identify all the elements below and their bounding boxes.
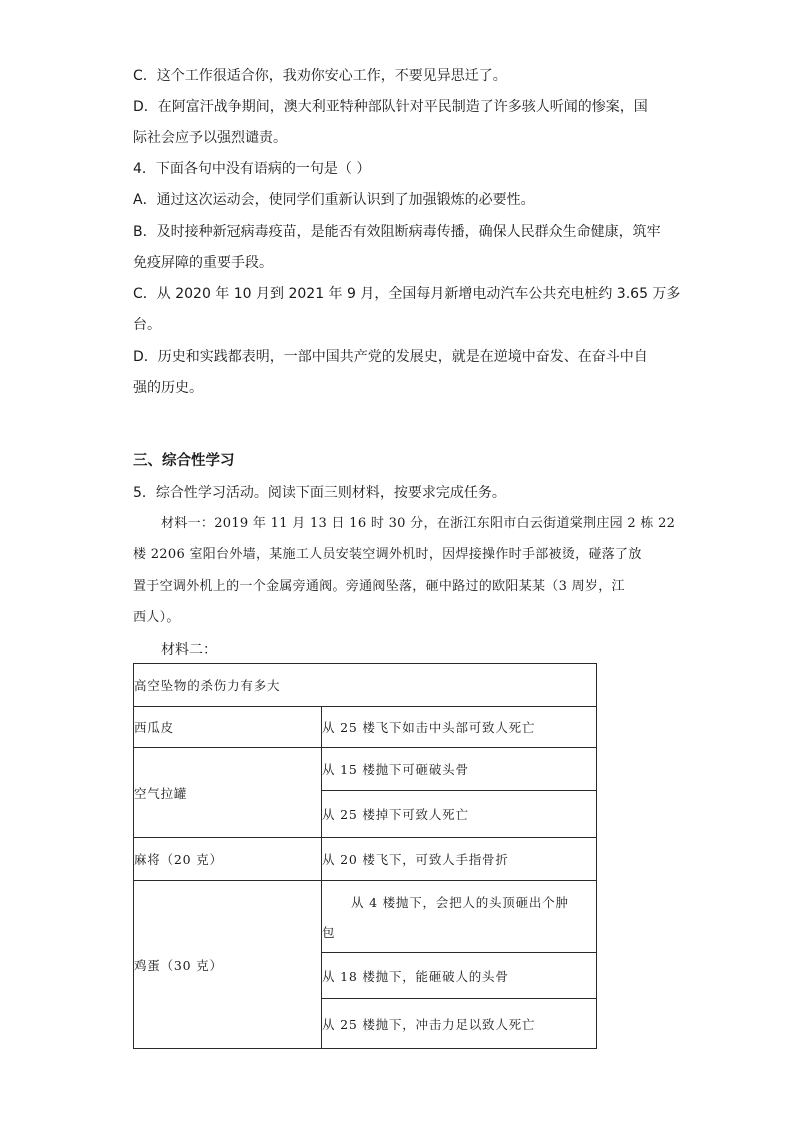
- table-item-egg: 鸡蛋（30 克）: [134, 881, 322, 1049]
- material-1-line-3: 置于空调外机上的一个金属旁通阀。旁通阀坠落，砸中路过的欧阳某某（3 周岁，江: [133, 579, 625, 594]
- question-4: 4．下面各句中没有语病的一句是（ ）: [133, 161, 371, 177]
- option-c-line: C．这个工作很适合你，我劝你安心工作，不要见异思迁了。: [133, 68, 507, 84]
- falling-object-table: [133, 663, 597, 1049]
- table-desc: [322, 881, 597, 953]
- table-desc: 从 25 楼掉下可致人死亡: [322, 791, 597, 838]
- table-desc: 从 20 楼飞下，可致人手指骨折: [322, 838, 597, 881]
- section-heading: 三、综合性学习: [133, 453, 235, 469]
- option-d-line-1: D．在阿富汗战争期间，澳大利亚特种部队针对平民制造了许多骇人听闻的惨案，国: [133, 99, 648, 115]
- table-desc: 从 15 楼抛下可砸破头骨: [322, 748, 597, 791]
- table-item-can: 空气拉罐: [134, 748, 322, 838]
- option-d-line-2: 际社会应予以强烈谴责。: [133, 130, 287, 146]
- q4-option-d-line-2: 强的历史。: [133, 380, 203, 396]
- table-desc: 从 25 楼飞下如击中头部可致人死亡: [322, 707, 597, 748]
- material-1-line-4: 西人）。: [133, 610, 180, 625]
- table-desc-line: 包: [322, 924, 336, 940]
- table-desc-line: 从 4 楼抛下，会把人的头顶砸出个肿: [351, 894, 569, 910]
- q4-option-b-line-2: 免疫屏障的重要手段。: [133, 255, 273, 271]
- q4-option-d-line-1: D．历史和实践都表明，一部中国共产党的发展史，就是在逆境中奋发、在奋斗中自: [133, 349, 648, 365]
- question-5: 5．综合性学习活动。阅读下面三则材料，按要求完成任务。: [133, 485, 506, 501]
- table-title: 高空坠物的杀伤力有多大: [134, 664, 597, 707]
- q4-option-c-line-1: C．从 2020 年 10 月到 2021 年 9 月，全国每月新增电动汽车公共充电桩约 3.65 万多: [133, 286, 681, 302]
- material-2-label: 材料二：: [161, 642, 217, 658]
- material-1-line-2: 楼 2206 室阳台外墙，某施工人员安装空调外机时，因焊接操作时手部被烫，碰落了放: [133, 547, 642, 562]
- table-desc: 从 25 楼抛下，冲击力足以致人死亡: [322, 999, 597, 1049]
- table-desc: 从 18 楼抛下，能砸破人的头骨: [322, 953, 597, 999]
- material-1-line-1: 材料一：2019 年 11 月 13 日 16 时 30 分，在浙江东阳市白云街道棠荆庄园 2 栋 22: [161, 516, 676, 531]
- q4-option-c-line-2: 台。: [133, 317, 161, 333]
- table-item-watermelon: 西瓜皮: [134, 707, 322, 748]
- q4-option-b-line-1: B．及时接种新冠病毒疫苗，是能否有效阻断病毒传播，确保人民群众生命健康，筑牢: [133, 224, 661, 240]
- table-item-mahjong: 麻将（20 克）: [134, 838, 322, 881]
- q4-option-a: A．通过这次运动会，使同学们重新认识到了加强锻炼的必要性。: [133, 192, 535, 208]
